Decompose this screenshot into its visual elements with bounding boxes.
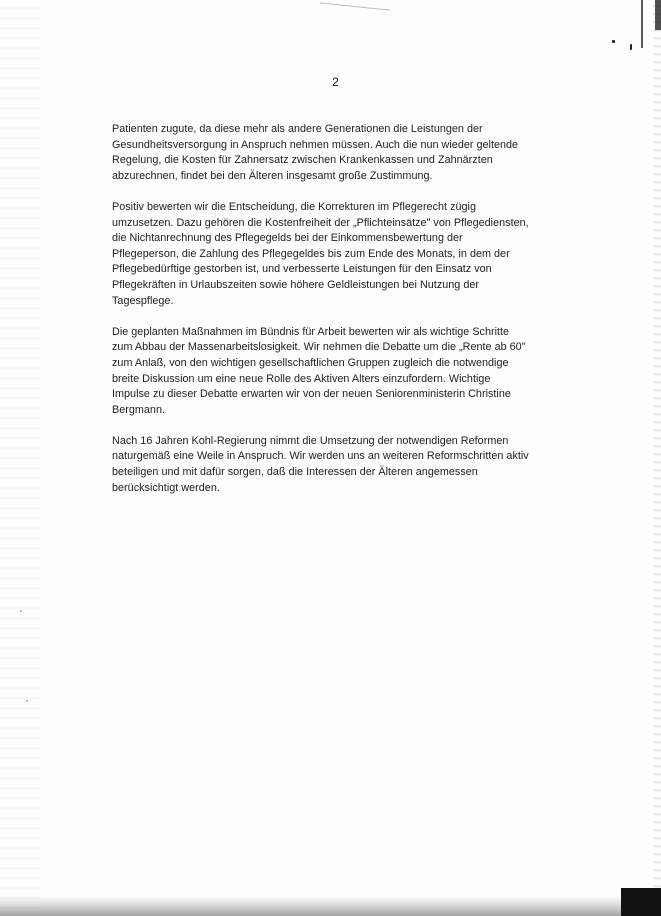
- scan-artifact-corner-block: [655, 0, 661, 30]
- text-line: die Nichtanrechnung des Pflegegelds bei der Einkommensbewertung der: [112, 232, 463, 245]
- text-line: umzusetzen. Dazu gehören die Kostenfreiheit der „Pflichteinsätze" von Pflegediensten,: [112, 216, 529, 229]
- text-line: Regelung, die Kosten für Zahnersatz zwischen Krankenkassen und Zahnärzten: [112, 154, 493, 167]
- text-line: Patienten zugute, da diese mehr als andere Generationen die Leistungen der: [112, 123, 483, 135]
- scan-speck: [26, 700, 28, 702]
- text-line: beteiligen und mit dafür sorgen, daß die Interessen der Älteren angemessen: [112, 466, 478, 479]
- text-line: Nach 16 Jahren Kohl-Regierung nimmt die Umsetzung der notwendigen Reformen: [112, 434, 509, 447]
- text-line: Gesundheitsversorgung in Anspruch nehmen müssen. Auch die nun wieder geltende: [112, 138, 519, 151]
- text-line: zum Anlaß, von den wichtigen gesellschaftlichen Gruppen zugleich die notwendige: [112, 356, 509, 369]
- scan-speck: [612, 40, 615, 43]
- text-line: naturgemäß eine Weile in Anspruch. Wir werden uns an weiteren Reformschritten aktiv: [112, 450, 529, 463]
- text-line: Bergmann.: [112, 403, 165, 416]
- text-line: Pflegekräften in Urlaubszeiten sowie höhere Geldleistungen bei Nutzung der: [112, 278, 479, 291]
- scan-speck: [630, 44, 632, 50]
- paragraph: [112, 200, 552, 309]
- text-line: Pflegeperson, die Zahlung des Pflegegeldes bis zum Ende des Monats, in dem der: [112, 247, 510, 260]
- scan-artifact-left-edge: [0, 0, 40, 916]
- scan-artifact-right-edge: [653, 0, 661, 916]
- scan-artifact-bottom-corner: [621, 888, 661, 916]
- scan-artifact-top-mark: [320, 2, 390, 10]
- text-line: zum Abbau der Massenarbeitslosigkeit. Wir nehmen die Debatte um die „Rente ab 60": [112, 341, 526, 354]
- text-line: Tagespflege.: [112, 294, 174, 307]
- text-line: berücksichtigt werden.: [112, 481, 220, 494]
- text-line: breite Diskussion um eine neue Rolle des Aktiven Alters einzufordern. Wichtige: [112, 372, 491, 385]
- text-line: Positiv bewerten wir die Entscheidung, die Korrekturen im Pflegerecht zügig: [112, 200, 476, 213]
- paragraph: [112, 325, 552, 419]
- scan-artifact-bottom-edge: [0, 896, 661, 916]
- paragraph: [112, 122, 552, 184]
- text-line: abzurechnen, findet bei den Älteren insgesamt große Zustimmung.: [112, 169, 433, 182]
- text-line: Die geplanten Maßnahmen im Bündnis für Arbeit bewerten wir als wichtige Schritte: [112, 325, 510, 338]
- scan-speck: [20, 610, 22, 612]
- paragraph: [112, 434, 552, 496]
- text-line: Pflegebedürftige gestorben ist, und verbesserte Leistungen für den Einsatz von: [112, 263, 492, 276]
- text-line: Impulse zu dieser Debatte erwarten wir von der neuen Seniorenministerin Christine: [112, 388, 511, 401]
- scan-artifact-corner-mark: [617, 0, 643, 48]
- page-number: 2: [332, 75, 339, 89]
- body-text: [112, 122, 552, 512]
